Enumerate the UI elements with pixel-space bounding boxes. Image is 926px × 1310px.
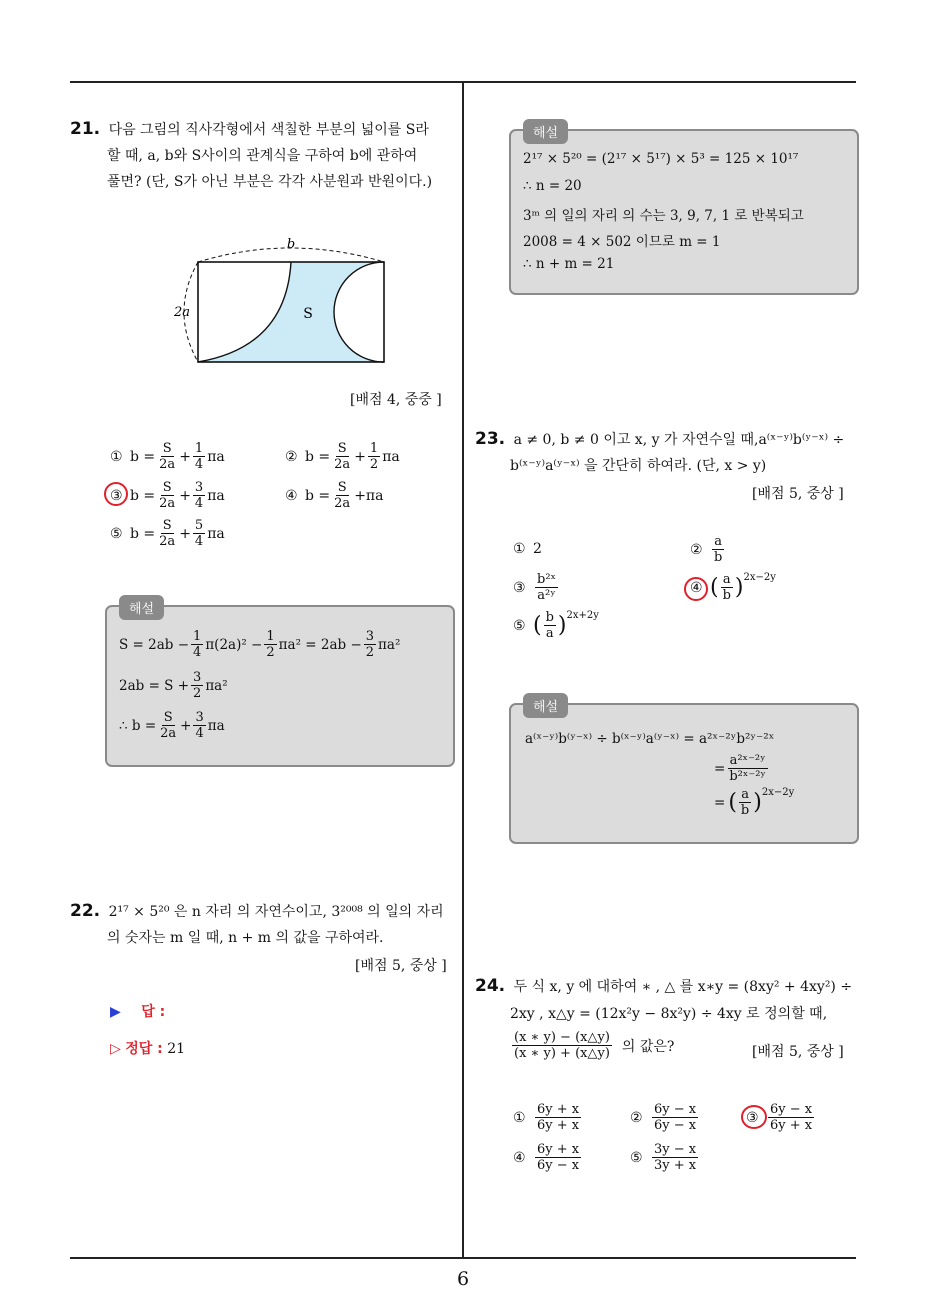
option-5[interactable]: ⑤ $\frac{3y - x}{3y + x}$ [630, 1142, 697, 1173]
solution-line: ∴ b = $\frac{S}{2a}$ + $\frac{3}{4}$ πa [119, 710, 225, 741]
figure-label-b: b [286, 237, 296, 252]
solution-line: 3ᵐ 의 일의 자리 의 수는 3, 9, 7, 1 로 반복되고 [523, 208, 804, 224]
score-info: [배점 5, 중상 ] [752, 1044, 844, 1060]
figure-label-S: S [303, 306, 313, 322]
question-number: 23. [475, 429, 506, 449]
solution-tag: 해설 [523, 119, 568, 144]
question-text: 풀면? (단, S가 아닌 부분은 각각 사분원과 반원이다.) [107, 174, 433, 190]
triangle-outline-icon: ▷ [110, 1041, 121, 1057]
question-text: $\frac{(x ∗ y) - (x\triangle y)}{(x ∗ y) + (x\triangle y)}$ 의 값은? [514, 1030, 675, 1061]
score-info: [배점 5, 중상 ] [355, 958, 447, 974]
solution-box [509, 126, 859, 295]
solution-line: 2¹⁷ × 5²⁰ = (2¹⁷ × 5¹⁷) × 5³ = 125 × 10¹⁷ [523, 151, 799, 167]
option-2[interactable]: ② $\frac{a}{b}$ [690, 534, 723, 565]
solution-box [105, 602, 455, 767]
option-4[interactable]: ④ $\frac{6y + x}{6y - x}$ [513, 1142, 580, 1173]
page-number: 6 [456, 1268, 470, 1290]
option-1[interactable]: ① b = $\frac{S}{2a}$ + $\frac{1}{4}$ πa [110, 441, 225, 472]
column-divider [462, 81, 464, 1259]
option-4[interactable]: ④ b = $\frac{S}{2a}$ + πa [285, 480, 384, 511]
question-text: 의 숫자는 m 일 때, n + m 의 값을 구하여라. [107, 930, 384, 946]
option-2[interactable]: ② b = $\frac{S}{2a}$ + $\frac{1}{2}$ πa [285, 441, 400, 472]
shaded-region [198, 262, 384, 362]
question-number: 22. [70, 901, 101, 921]
solution-line: a⁽ˣ⁻ʸ⁾b⁽ʸ⁻ˣ⁾ ÷ b⁽ˣ⁻ʸ⁾a⁽ʸ⁻ˣ⁾ = a²ˣ⁻²ʸb²ʸ⁻²ˣ [525, 731, 775, 747]
question-text: 다음 그림의 직사각형에서 색칠한 부분의 넓이를 S라 [108, 122, 429, 138]
question-text: 두 식 x, y 에 대하여 ∗ , △ 를 x∗y = (8xy² + 4xy²) ÷ [513, 979, 853, 995]
bottom-rule [70, 1257, 856, 1259]
answer-circle-mark [684, 577, 708, 601]
solution-tag: 해설 [523, 693, 568, 718]
option-2[interactable]: ② $\frac{6y - x}{6y - x}$ [630, 1102, 697, 1133]
solution-tag: 해설 [119, 595, 164, 620]
question-text: a ≠ 0, b ≠ 0 이고 x, y 가 자연수일 때,a⁽ˣ⁻ʸ⁾b⁽ʸ⁻ˣ⁾ ÷ [513, 432, 845, 448]
option-5[interactable]: ⑤ ( $\frac{b}{a}$ ) 2x+2y [513, 610, 599, 641]
solution-line: = $\frac{\text{a²ˣ⁻²ʸ}}{\text{b²ˣ⁻²ʸ}}$ [714, 753, 766, 784]
answer-circle-mark [741, 1105, 767, 1129]
answer-field[interactable]: ▶ 답 : [110, 1004, 166, 1020]
question-number: 24. [475, 976, 506, 996]
question-text: 할 때, a, b와 S사이의 관계식을 구하여 b에 관하여 [107, 148, 418, 164]
option-1[interactable]: ① $\frac{6y + x}{6y + x}$ [513, 1102, 580, 1133]
question-text: b⁽ˣ⁻ʸ⁾a⁽ʸ⁻ˣ⁾ 을 간단히 하여라. (단, x > y) [510, 458, 767, 474]
question-text: 2xy , x△y = (12x²y − 8x²y) ÷ 4xy 로 정의할 때, [510, 1006, 828, 1022]
solution-line: 2ab = S + $\frac{3}{2}$ πa² [119, 670, 228, 701]
triangle-filled-icon: ▶ [110, 1004, 121, 1020]
solution-line: = ( $\frac{a}{b}$ ) 2x−2y [714, 787, 795, 818]
answer-circle-mark [104, 482, 128, 506]
question-text: 2¹⁷ × 5²⁰ 은 n 자리 의 자연수이고, 3²⁰⁰⁸ 의 일의 자리 [108, 904, 444, 920]
solution-line: 2008 = 4 × 502 이므로 m = 1 [523, 234, 721, 250]
score-info: [배점 5, 중상 ] [752, 486, 844, 502]
question-number: 21. [70, 119, 101, 139]
solution-box [509, 700, 859, 844]
option-3[interactable]: ③ b = $\frac{S}{2a}$ + $\frac{3}{4}$ πa [110, 480, 225, 511]
option-3[interactable]: ③ $\frac{\text{b²ˣ}}{\text{a²ʸ}}$ [513, 572, 557, 603]
option-3[interactable]: ③ $\frac{6y - x}{6y + x}$ [746, 1102, 813, 1133]
score-info: [배점 4, 중중 ] [350, 392, 442, 408]
solution-line: ∴ n + m = 21 [523, 256, 615, 272]
solution-line: ∴ n = 20 [523, 178, 582, 194]
figure-label-2a: 2a [173, 305, 191, 320]
rectangle-figure [160, 232, 400, 372]
correct-answer: ▷ 정답 : 21 [110, 1041, 186, 1057]
option-4[interactable]: ④ ( $\frac{a}{b}$ ) 2x−2y [690, 572, 776, 603]
option-1[interactable]: ① 2 [513, 541, 542, 557]
solution-line: S = 2ab − $\frac{1}{4}$ π(2a)² − $\frac{1}{2}$ πa² = 2ab − $\frac{3}{2}$ πa² [119, 629, 401, 660]
option-5[interactable]: ⑤ b = $\frac{S}{2a}$ + $\frac{5}{4}$ πa [110, 518, 225, 549]
